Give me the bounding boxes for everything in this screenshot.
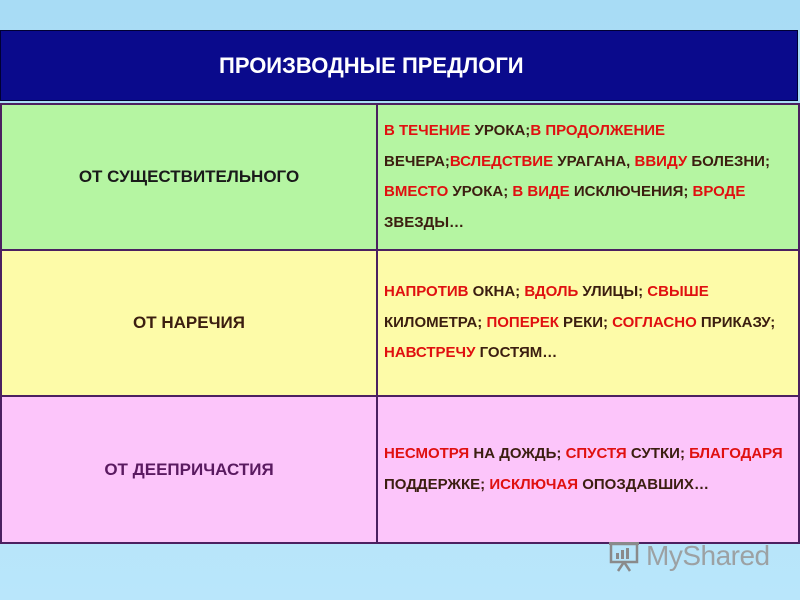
preposition-text: ИСКЛЮЧАЯ	[489, 475, 579, 493]
preposition-text: ВМЕСТО	[384, 183, 449, 200]
table-row	[1, 250, 799, 396]
preposition-text: НЕСМОТРЯ	[384, 445, 470, 462]
example-text: ПРИКАЗУ;	[696, 313, 776, 331]
example-text: РЕКИ;	[558, 313, 613, 331]
preposition-text: В ПРОДОЛЖЕНИЕ	[530, 122, 666, 139]
example-text: СУТКИ;	[626, 445, 690, 462]
preposition-text: БЛАГОДАРЯ	[689, 445, 783, 462]
slide	[0, 30, 800, 524]
slide-title: ПРОИЗВОДНЫЕ ПРЕДЛОГИ	[0, 30, 798, 101]
preposition-text: В ВИДЕ	[512, 183, 570, 200]
example-text: УРАГАНА,	[553, 152, 635, 170]
example-text: ОКНА;	[468, 283, 525, 301]
example-text: КИЛОМЕТРА;	[384, 313, 487, 331]
examples-cell	[377, 250, 799, 396]
table-row	[1, 104, 799, 250]
example-text: ИСКЛЮЧЕНИЯ;	[569, 183, 693, 200]
preposition-text: НАВСТРЕЧУ	[384, 344, 476, 362]
prepositions-table	[0, 103, 800, 544]
watermark	[608, 536, 768, 576]
example-text: УРОКА;	[470, 122, 531, 139]
example-text: УРОКА;	[448, 183, 513, 200]
preposition-text: СПУСТЯ	[565, 445, 627, 462]
example-text: ВЕЧЕРА;	[384, 152, 450, 170]
category-cell: ОТ ДЕЕПРИЧАСТИЯ	[1, 396, 377, 543]
example-text: ПОДДЕРЖКЕ;	[384, 475, 490, 493]
preposition-text: СВЫШЕ	[647, 283, 709, 301]
preposition-text: ПОПЕРЕК	[486, 313, 559, 331]
preposition-text: ВРОДЕ	[692, 183, 746, 200]
table-row	[1, 396, 799, 543]
category-cell: ОТ СУЩЕСТВИТЕЛЬНОГО	[1, 104, 377, 250]
example-text: ОПОЗДАВШИХ…	[578, 475, 709, 493]
example-text: БОЛЕЗНИ;	[687, 152, 770, 170]
presentation-board-icon	[608, 540, 642, 572]
examples-cell	[377, 104, 799, 250]
example-text: УЛИЦЫ;	[578, 283, 648, 301]
preposition-text: В ТЕЧЕНИЕ	[384, 122, 471, 139]
example-text: ЗВЕЗДЫ…	[384, 213, 465, 231]
preposition-text: ВВИДУ	[634, 152, 688, 170]
watermark-text: MyShared	[646, 540, 770, 571]
category-cell: ОТ НАРЕЧИЯ	[1, 250, 377, 396]
example-text: НА ДОЖДЬ;	[469, 445, 566, 462]
examples-cell	[377, 396, 799, 543]
example-text: ГОСТЯМ…	[475, 344, 558, 362]
preposition-text: СОГЛАСНО	[612, 313, 697, 331]
preposition-text: ВСЛЕДСТВИЕ	[449, 152, 554, 170]
preposition-text: НАПРОТИВ	[384, 283, 469, 301]
preposition-text: ВДОЛЬ	[524, 283, 579, 301]
